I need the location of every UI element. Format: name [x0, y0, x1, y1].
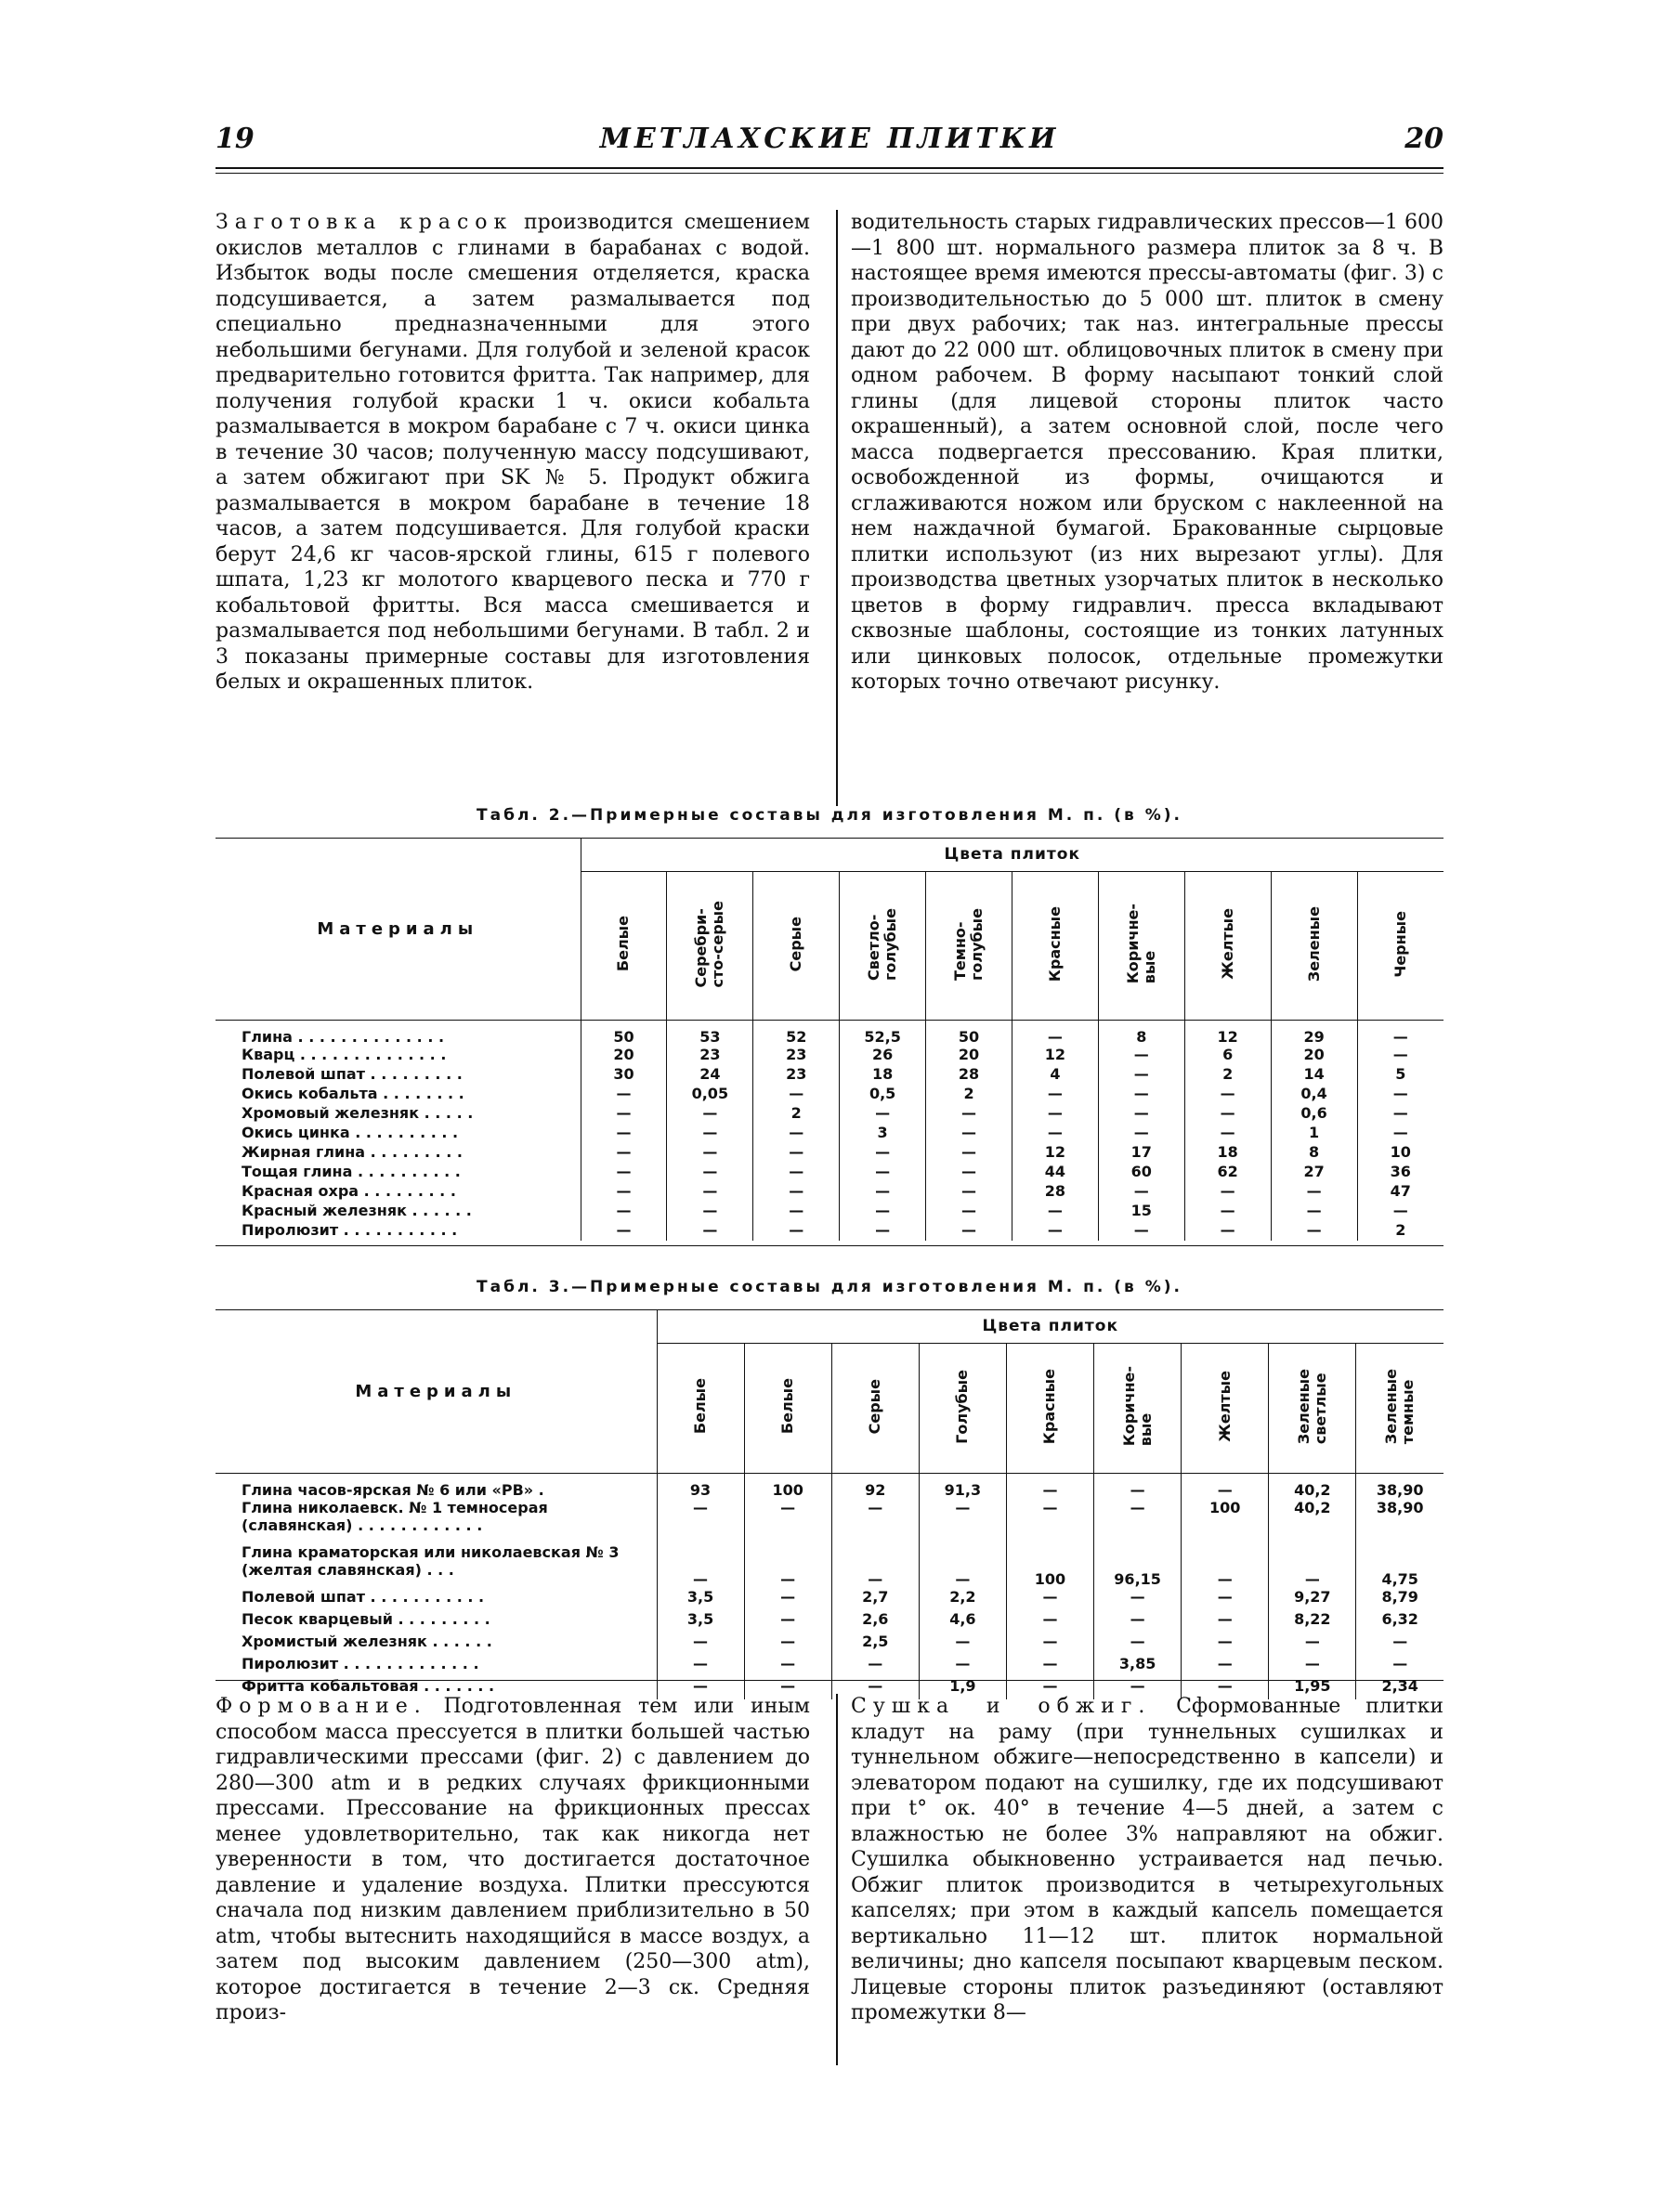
table3-col-header-label: Зеленые светлые	[1294, 1368, 1329, 1445]
table2-cell: —	[753, 1182, 840, 1202]
table2-cell: 1	[1271, 1124, 1357, 1143]
table3-cell: 6,32	[1356, 1610, 1443, 1633]
table2-cell: —	[753, 1202, 840, 1221]
table2-cell: 2	[1357, 1221, 1443, 1241]
table2-col-header-label: Темно- голубые	[951, 907, 986, 981]
table2-cell: 3	[840, 1124, 926, 1143]
table2-cell: —	[1098, 1221, 1184, 1241]
table2-caption: Табл. 2.—Примерные составы для изготовления М. п. (в %).	[477, 806, 1182, 825]
table2-cell: 18	[1184, 1143, 1271, 1163]
table2-cell: —	[840, 1221, 926, 1241]
table2-cell: 52,5	[840, 1021, 926, 1047]
table2-cell: 20	[581, 1046, 667, 1065]
header-rule	[216, 167, 1443, 169]
table2-cell: —	[1012, 1104, 1098, 1124]
table-row	[216, 1046, 1443, 1065]
table3-cell: —	[1182, 1474, 1269, 1500]
table2-cell: —	[1184, 1202, 1271, 1221]
table2-cell: —	[1271, 1221, 1357, 1241]
table2-col-header-label: Серые	[787, 916, 805, 972]
table3-col-header-label: Серые	[866, 1378, 884, 1435]
page-number-left: 19	[216, 123, 255, 155]
table3-col-header	[1356, 1344, 1443, 1474]
table2-cell: —	[840, 1104, 926, 1124]
table2-cell: —	[581, 1202, 667, 1221]
table2-material-label: Тощая глина . . . . . . . . . .	[242, 1163, 461, 1180]
table2-cell: 28	[926, 1065, 1012, 1085]
table2-cell: 6	[1184, 1046, 1271, 1065]
table2-cell: —	[1012, 1124, 1098, 1143]
table3-cell: 2,6	[831, 1610, 919, 1633]
table3-cell: —	[919, 1499, 1006, 1543]
table2-cell: 30	[581, 1065, 667, 1085]
table2-col-header	[926, 872, 1012, 1021]
page-number-right: 20	[1404, 123, 1443, 155]
table2-col-header-label: Зеленые	[1304, 905, 1323, 982]
table3-cell: —	[1182, 1677, 1269, 1699]
table3-cell: —	[1356, 1633, 1443, 1655]
table-row	[216, 1163, 1443, 1182]
table2-cell: —	[1012, 1221, 1098, 1241]
running-title: МЕТЛАХСКИЕ ПЛИТКИ	[599, 123, 1060, 155]
table3-cell: —	[1269, 1633, 1356, 1655]
table2-cell: 60	[1098, 1163, 1184, 1182]
table2-cell: —	[1012, 1085, 1098, 1104]
table2-cell: —	[753, 1221, 840, 1241]
table2-cell: —	[1357, 1085, 1443, 1104]
table2-cell: —	[840, 1182, 926, 1202]
table-row	[216, 1633, 1443, 1655]
table3-material-label: Фритта кобальтовая . . . . . . .	[242, 1677, 495, 1695]
table2-col-header	[840, 872, 926, 1021]
table2-cell: —	[581, 1182, 667, 1202]
table2-cell: 50	[926, 1021, 1012, 1047]
table2-cell: 8	[1098, 1021, 1184, 1047]
table3-cell: —	[1094, 1677, 1182, 1699]
table3-cell: —	[831, 1655, 919, 1677]
article-text-left-bottom	[216, 1694, 810, 2026]
table3-col-header-label: Белые	[778, 1378, 797, 1435]
table2-cell: —	[1357, 1104, 1443, 1124]
table2-cell: —	[581, 1085, 667, 1104]
table3-cell: 38,90	[1356, 1499, 1443, 1543]
table3-cell: 8,79	[1356, 1588, 1443, 1610]
table2-col-header	[1271, 872, 1357, 1021]
running-header	[216, 123, 1443, 165]
table2-cell: —	[581, 1124, 667, 1143]
table2-cell: —	[1098, 1124, 1184, 1143]
table3-col-header	[744, 1344, 831, 1474]
table-row	[216, 1104, 1443, 1124]
table3-cell: —	[1269, 1655, 1356, 1677]
table2-group-header: Цвета плиток	[581, 838, 1443, 872]
table2-cell: 20	[1271, 1046, 1357, 1065]
table3-cell: —	[919, 1543, 1006, 1588]
table2-cell: —	[926, 1202, 1012, 1221]
table3-materials-header: Материалы	[216, 1309, 657, 1474]
table3-cell: 2,5	[831, 1633, 919, 1655]
table2-col-header	[753, 872, 840, 1021]
table2-cell: 24	[667, 1065, 753, 1085]
table3-cell: 96,15	[1094, 1543, 1182, 1588]
table2-cell: —	[1184, 1085, 1271, 1104]
table2-cell: —	[1098, 1065, 1184, 1085]
table-row	[216, 1655, 1443, 1677]
table3-cell: —	[744, 1499, 831, 1543]
table3-cell: 40,2	[1269, 1474, 1356, 1500]
table3-cell: —	[1182, 1633, 1269, 1655]
table3-cell: —	[657, 1677, 744, 1699]
table2-material-label: Окись кобальта . . . . . . . .	[242, 1085, 464, 1102]
table3-cell: —	[1006, 1677, 1093, 1699]
table3-material-label: Глина часов-ярская № 6 или «PB» .	[242, 1481, 544, 1499]
table3-col-header-label: Зеленые темные	[1382, 1368, 1417, 1445]
table2-cell: —	[1271, 1182, 1357, 1202]
table3-material-label: Полевой шпат . . . . . . . . . . .	[242, 1588, 485, 1606]
table3-cell: 93	[657, 1474, 744, 1500]
table3-col-header-label: Коричне- вые	[1119, 1366, 1155, 1447]
table3-cell: 1,9	[919, 1677, 1006, 1699]
paragraph-right-top: водительность старых гидравлических прессов—1 600—1 800 шт. нормального размера плиток за 8 ч. В настоящее время имеются прессы-автоматы (фиг. 3) с производительностью до 5 000 шт. плиток в смену при двух рабочих; так наз. интегральные прессы дают до 22 000 шт. облицовочных плиток в смену при одном рабочем. В форму насыпают тонкий слой глины (для лицевой стороны плиток часто окрашенный), а затем основной слой, после чего масса подвергается прессованию. Края плитки, освобожденной из формы, очищаются и сглаживаются ножом или бруском с наклеенной на нем наждачной бумагой. Бракованные сырцовые плитки используют (из них вырезают углы). Для производства цветных узорчатых плиток в несколько цветов в форму гидравлич. пресса вкладывают сквозные шаблоны, состоящие из тонких латунных или цинковых полосок, отдельные промежутки которых точно отвечают рисунку.	[851, 211, 1443, 694]
table2-cell: —	[667, 1221, 753, 1241]
table3-cell: —	[1094, 1610, 1182, 1633]
table-row	[216, 1610, 1443, 1633]
table-row	[216, 1085, 1443, 1104]
table2-cell: —	[581, 1221, 667, 1241]
table2-cell: —	[926, 1104, 1012, 1124]
table-row	[216, 1065, 1443, 1085]
table3-cell: 3,5	[657, 1610, 744, 1633]
table2-cell: —	[1184, 1104, 1271, 1124]
table2-col-header	[1012, 872, 1098, 1021]
table-row	[216, 1143, 1443, 1163]
table3-cell: —	[744, 1543, 831, 1588]
table2-cell: —	[753, 1143, 840, 1163]
table2-materials-header: Материалы	[216, 838, 581, 1021]
table2-cell: —	[1184, 1124, 1271, 1143]
table-row	[216, 1588, 1443, 1610]
table3-cell: 4,6	[919, 1610, 1006, 1633]
table2-col-header	[1098, 872, 1184, 1021]
table2-cell: 20	[926, 1046, 1012, 1065]
table3-cell: —	[1006, 1610, 1093, 1633]
table2-cell: 12	[1184, 1021, 1271, 1047]
table2-cell: —	[926, 1163, 1012, 1182]
table2-col-header-label: Черные	[1391, 910, 1409, 978]
table-row	[216, 1474, 1443, 1500]
table3-cell: —	[744, 1677, 831, 1699]
table3-cell: 2,2	[919, 1588, 1006, 1610]
table2-cell: —	[1098, 1104, 1184, 1124]
table2-cell: 4	[1012, 1065, 1098, 1085]
table2-cell: —	[1357, 1046, 1443, 1065]
table2-col-header-label: Белые	[614, 916, 633, 972]
table2-cell: 36	[1357, 1163, 1443, 1182]
table3-cell: 3,5	[657, 1588, 744, 1610]
table3-cell: 1,95	[1269, 1677, 1356, 1699]
table2-material-label: Окись цинка . . . . . . . . . .	[242, 1124, 459, 1141]
table2-cell: —	[581, 1143, 667, 1163]
table3-cell: —	[919, 1655, 1006, 1677]
table2-col-header-label: Желтые	[1218, 908, 1236, 980]
table2-cell: —	[753, 1085, 840, 1104]
table3-material-label: Пиролюзит . . . . . . . . . . . . .	[242, 1655, 479, 1672]
table2-col-header-label: Красные	[1045, 905, 1064, 982]
table3-col-header-label: Белые	[691, 1378, 710, 1435]
table3-cell: —	[657, 1499, 744, 1543]
table3-col-header	[831, 1344, 919, 1474]
table2-cell: 44	[1012, 1163, 1098, 1182]
table2-cell: 28	[1012, 1182, 1098, 1202]
table3-cell: —	[744, 1610, 831, 1633]
table2-cell: 12	[1012, 1046, 1098, 1065]
table3-caption: Табл. 3.—Примерные составы для изготовления М. п. (в %).	[477, 1278, 1182, 1296]
table2-cell: 17	[1098, 1143, 1184, 1163]
table3-cell: —	[1006, 1499, 1093, 1543]
table2-cell: 18	[840, 1065, 926, 1085]
table2	[216, 838, 1443, 1241]
table-row	[216, 1124, 1443, 1143]
table2-material-label: Жирная глина . . . . . . . . .	[242, 1143, 463, 1161]
table2-col-header-label: Светло- голубые	[865, 907, 900, 981]
table2-cell: —	[926, 1124, 1012, 1143]
table2-col-header	[667, 872, 753, 1021]
table2-cell: 23	[753, 1065, 840, 1085]
table3-cell: —	[1182, 1655, 1269, 1677]
table2-cell: 10	[1357, 1143, 1443, 1163]
table3-cell: —	[1094, 1474, 1182, 1500]
section-lead-formovanie: Формование.	[216, 1695, 427, 1718]
table3-cell: —	[1182, 1588, 1269, 1610]
table3-col-header	[1006, 1344, 1093, 1474]
table3-cell: —	[919, 1633, 1006, 1655]
table2-cell: —	[1271, 1202, 1357, 1221]
table3-material-label: Хромистый железняк . . . . . .	[242, 1633, 492, 1650]
table-row	[216, 1543, 1443, 1588]
table2-col-header	[1184, 872, 1271, 1021]
table2-col-header-label: Серебри- сто-серые	[692, 900, 727, 988]
table2-cell: 53	[667, 1021, 753, 1047]
header-rule-thin	[216, 173, 1443, 174]
table2-cell: 0,05	[667, 1085, 753, 1104]
paragraph-left-bottom: Подготовленная тем или иным способом масса прессуется в плитки большей частью гидравлическими прессами (фиг. 2) с давлением до 280—300 atm и в редких случаях фрикционными прессами. Прессование на фрикционных прессах менее удовлетворительно, так как никогда нет уверенности в том, что достигается достаточное давление и удаление воздуха. Плитки прессуются сначала под низким давлением приблизительно в 50 atm, чтобы вытеснить находящийся в массе воздух, а затем под высоким давлением (250—300 atm), которое достигается в течение 2—3 ск. Средняя произ-	[216, 1695, 810, 2024]
paragraph-right-bottom: Сформованные плитки кладут на раму (при туннельных сушилках и туннельном обжиге—непосредственно в капсели) и элеватором подают на сушилку, где их подсушивают при t° ок. 40° в течение 4—5 дней, а затем с влажностью не более 3% направляют на обжиг. Сушилка обыкновенно устраивается над печью. Обжиг плиток производится в четырехугольных капселях; при этом в каждый капсель помещается вертикально 11—12 шт. плиток нормальной величины; дно капселя посыпают кварцевым песком. Лицевые стороны плиток разъединяют (оставляют промежутки 8—	[851, 1695, 1443, 2024]
column-divider-bottom	[836, 1694, 838, 2065]
table2-cell: 0,5	[840, 1085, 926, 1104]
table3-col-header	[1269, 1344, 1356, 1474]
table3-cell: 100	[744, 1474, 831, 1500]
table3-cell: —	[831, 1677, 919, 1699]
table3-cell: 91,3	[919, 1474, 1006, 1500]
table2-cell: 5	[1357, 1065, 1443, 1085]
table2-cell: —	[667, 1104, 753, 1124]
table2-cell: 29	[1271, 1021, 1357, 1047]
table2-cell: —	[1184, 1182, 1271, 1202]
article-text-right-bottom	[851, 1694, 1443, 2026]
table3-cell: 40,2	[1269, 1499, 1356, 1543]
table2-cell: —	[581, 1104, 667, 1124]
table2-cell: 27	[1271, 1163, 1357, 1182]
table-row	[216, 1221, 1443, 1241]
table2-cell: —	[840, 1202, 926, 1221]
table2-cell: —	[1098, 1182, 1184, 1202]
column-divider-top	[836, 210, 838, 806]
table3-col-header-label: Голубые	[953, 1369, 972, 1444]
table3-cell: —	[1094, 1633, 1182, 1655]
table3-col-header	[919, 1344, 1006, 1474]
table2-col-header	[581, 872, 667, 1021]
paragraph-left-top: производится смешением окислов металлов с глинами в барабанах с водой. Избыток воды после смешения отделяется, краска подсушивается, а затем размалывается под специально предназначенными для этого небольшими бегунами. Для голубой и зеленой красок предварительно готовится фритта. Так например, для получения голубой краски 1 ч. окиси кобальта размалывается в мокром барабане с 7 ч. окиси цинка в течение 30 часов; полученную массу подсушивают, а затем обжигают при SK № 5. Продукт обжига размалывается в мокром барабане в течение 18 часов, а затем подсушивается. Для голубой краски берут 24,6 кг часов-ярской глины, 615 г полевого шпата, 1,23 кг молотого кварцевого песка и 770 г кобальтовой фритты. Вся масса смешивается и размалывается под небольшими бегунами. В табл. 2 и 3 показаны примерные составы для изготовления белых и окрашенных плиток.	[216, 211, 811, 694]
table3-cell: 100	[1182, 1499, 1269, 1543]
table3-cell: 9,27	[1269, 1588, 1356, 1610]
article-text-left-top	[216, 210, 810, 696]
table2-cell: —	[1012, 1021, 1098, 1047]
table2-cell: —	[840, 1163, 926, 1182]
table3	[216, 1309, 1443, 1699]
table2-cell: —	[667, 1163, 753, 1182]
table2-cell: 0,6	[1271, 1104, 1357, 1124]
table3-cell: —	[1356, 1655, 1443, 1677]
table3-cell: 100	[1006, 1543, 1093, 1588]
table2-material-label: Хромовый железняк . . . . .	[242, 1104, 474, 1122]
table3-cell: —	[1006, 1588, 1093, 1610]
table3-col-header-label: Желтые	[1215, 1371, 1234, 1442]
table2-cell: —	[753, 1124, 840, 1143]
table2-cell: —	[1098, 1046, 1184, 1065]
table3-cell: —	[1269, 1543, 1356, 1588]
table-row	[216, 1499, 1443, 1543]
table2-cell: —	[1012, 1202, 1098, 1221]
table3-cell: —	[1182, 1543, 1269, 1588]
table3-cell: —	[744, 1655, 831, 1677]
table3-col-header	[1182, 1344, 1269, 1474]
table2-material-label: Пиролюзит . . . . . . . . . . .	[242, 1221, 458, 1239]
table2-material-label: Глина . . . . . . . . . . . . . .	[242, 1028, 445, 1046]
table2-cell: —	[1357, 1202, 1443, 1221]
table3-cell: —	[1094, 1499, 1182, 1543]
table3-col-header-label: Красные	[1040, 1368, 1059, 1445]
table3-material-label: Песок кварцевый . . . . . . . . .	[242, 1610, 490, 1628]
table-row	[216, 1182, 1443, 1202]
table2-cell: —	[926, 1221, 1012, 1241]
table2-cell: —	[667, 1182, 753, 1202]
section-lead-zagotovka: Заготовка красок	[216, 211, 514, 234]
table3-cell: —	[831, 1499, 919, 1543]
table3-cell: 3,85	[1094, 1655, 1182, 1677]
table3-cell: —	[831, 1543, 919, 1588]
table2-material-label: Красный железняк . . . . . .	[242, 1202, 472, 1219]
table2-cell: —	[840, 1143, 926, 1163]
table2-cell: 47	[1357, 1182, 1443, 1202]
table2-cell: —	[926, 1182, 1012, 1202]
table3-col-header	[657, 1344, 744, 1474]
table3-group-header: Цвета плиток	[657, 1309, 1443, 1344]
table2-cell: 0,4	[1271, 1085, 1357, 1104]
table2-cell: 14	[1271, 1065, 1357, 1085]
table3-cell: —	[657, 1633, 744, 1655]
table3-cell: —	[744, 1588, 831, 1610]
table3-cell: —	[657, 1655, 744, 1677]
table2-material-label: Красная охра . . . . . . . . .	[242, 1182, 456, 1200]
table2-cell: —	[926, 1143, 1012, 1163]
article-text-right-top	[851, 210, 1443, 696]
table3-cell: —	[744, 1633, 831, 1655]
table-row	[216, 1021, 1443, 1047]
table-row	[216, 1202, 1443, 1221]
table3-cell: 4,75	[1356, 1543, 1443, 1588]
table3-cell: —	[1094, 1588, 1182, 1610]
table3-cell: —	[1182, 1610, 1269, 1633]
table3-cell: 2,7	[831, 1588, 919, 1610]
table2-col-header	[1357, 872, 1443, 1021]
table2-cell: —	[1098, 1085, 1184, 1104]
table2-material-label: Кварц . . . . . . . . . . . . . .	[242, 1046, 447, 1063]
table3-material-label: Глина краматорская или николаевская № 3 (желтая славянская) . . .	[242, 1543, 620, 1579]
table2-cell: 2	[926, 1085, 1012, 1104]
table3-cell: —	[657, 1543, 744, 1588]
table3-cell: 92	[831, 1474, 919, 1500]
table2-cell: —	[667, 1143, 753, 1163]
table2-cell: 23	[753, 1046, 840, 1065]
table2-cell: 50	[581, 1021, 667, 1047]
table2-cell: —	[1184, 1221, 1271, 1241]
table3-cell: 8,22	[1269, 1610, 1356, 1633]
table2-cell: 62	[1184, 1163, 1271, 1182]
table2-material-label: Полевой шпат . . . . . . . . .	[242, 1065, 463, 1083]
table2-cell: 12	[1012, 1143, 1098, 1163]
table2-cell: 52	[753, 1021, 840, 1047]
table3-material-label: Глина николаевск. № 1 темносерая (славянская) . . . . . . . . . . . .	[242, 1499, 548, 1534]
table3-cell: —	[1006, 1655, 1093, 1677]
table2-cell: 2	[753, 1104, 840, 1124]
table3-cell: —	[1006, 1474, 1093, 1500]
table3-cell: 2,34	[1356, 1677, 1443, 1699]
table3-cell: 38,90	[1356, 1474, 1443, 1500]
section-lead-sushka: Сушка и обжиг.	[851, 1695, 1152, 1718]
table2-cell: —	[581, 1163, 667, 1182]
table2-cell: —	[667, 1124, 753, 1143]
table3-col-header	[1094, 1344, 1182, 1474]
table2-cell: 23	[667, 1046, 753, 1065]
table2-cell: —	[753, 1163, 840, 1182]
table3-cell: —	[1006, 1633, 1093, 1655]
table2-cell: 15	[1098, 1202, 1184, 1221]
table2-cell: —	[667, 1202, 753, 1221]
table2-cell: —	[1357, 1124, 1443, 1143]
table2-cell: 26	[840, 1046, 926, 1065]
table2-cell: —	[1357, 1021, 1443, 1047]
table2-col-header-label: Коричне- вые	[1123, 904, 1158, 984]
table2-cell: 2	[1184, 1065, 1271, 1085]
table2-cell: 8	[1271, 1143, 1357, 1163]
